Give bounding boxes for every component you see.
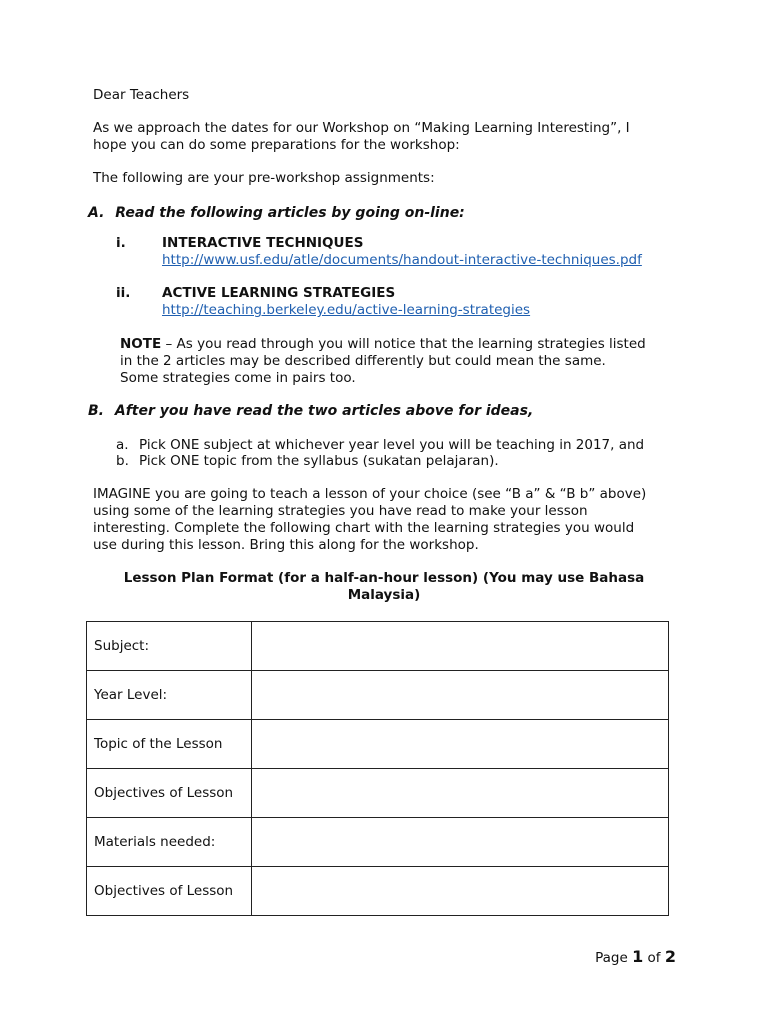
section-b-title: After you have read the two articles above for ideas, [114, 403, 534, 419]
imagine-line-2: using some of the learning strategies you have read to make your lesson [93, 503, 588, 519]
table-row [87, 622, 669, 671]
note-label: NOTE [120, 336, 162, 352]
row-label-objectives-2: Objectives of Lesson [87, 867, 252, 916]
row-value-materials[interactable] [252, 818, 669, 867]
intro-paragraph-line-2: hope you can do some preparations for the workshop: [93, 137, 460, 153]
table-row [87, 769, 669, 818]
imagine-line-3: interesting. Complete the following chart with the learning strategies you would [93, 520, 635, 536]
row-value-topic[interactable] [252, 720, 669, 769]
row-value-objectives-2[interactable] [252, 867, 669, 916]
section-a-title: Read the following articles by going on-line: [115, 205, 465, 221]
lesson-plan-table [86, 621, 669, 916]
article-2-numeral: ii. [116, 285, 131, 301]
row-label-subject: Subject: [87, 622, 252, 671]
page-total: 2 [664, 947, 676, 966]
task-b-marker: b. [116, 453, 129, 469]
task-a-text: Pick ONE subject at whichever year level you will be teaching in 2017, and [139, 437, 645, 453]
section-b-marker: B. [88, 403, 104, 419]
article-2-link[interactable]: http://teaching.berkeley.edu/active-learning-strategies [162, 302, 531, 318]
table-row [87, 671, 669, 720]
note-line-3: Some strategies come in pairs too. [120, 370, 356, 386]
table-row [87, 818, 669, 867]
row-label-year-level: Year Level: [87, 671, 252, 720]
article-2-title: ACTIVE LEARNING STRATEGIES [162, 285, 396, 301]
page-label: Page [595, 950, 628, 966]
lesson-plan-title-line-1: Lesson Plan Format (for a half-an-hour lesson) (You may use Bahasa [123, 570, 645, 586]
lesson-plan-title-line-2: Malaysia) [347, 587, 421, 603]
row-value-year-level[interactable] [252, 671, 669, 720]
row-value-subject[interactable] [252, 622, 669, 671]
assignments-intro: The following are your pre-workshop assignments: [93, 170, 435, 186]
section-b-heading [88, 403, 533, 419]
table-row [87, 867, 669, 916]
task-b-text: Pick ONE topic from the syllabus (sukatan pelajaran). [139, 453, 499, 469]
imagine-line-4: use during this lesson. Bring this along for the workshop. [93, 537, 479, 553]
article-1-numeral: i. [116, 235, 126, 251]
table-row [87, 720, 669, 769]
note-text-line-1: – As you read through you will notice that the learning strategies listed [161, 336, 646, 352]
section-a-marker: A. [88, 205, 105, 221]
intro-paragraph-line-1: As we approach the dates for our Workshop on “Making Learning Interesting”, I [93, 120, 630, 136]
note-line-1 [120, 336, 646, 353]
page-current: 1 [632, 947, 644, 966]
imagine-line-1: IMAGINE you are going to teach a lesson of your choice (see “B a” & “B b” above) [93, 486, 647, 502]
article-1-title: INTERACTIVE TECHNIQUES [162, 235, 364, 251]
section-a-heading [88, 205, 465, 221]
greeting: Dear Teachers [93, 87, 190, 103]
article-1-link[interactable]: http://www.usf.edu/atle/documents/handout-interactive-techniques.pdf [162, 252, 642, 268]
note-line-2: in the 2 articles may be described differently but could mean the same. [120, 353, 606, 369]
row-label-objectives: Objectives of Lesson [87, 769, 252, 818]
row-label-materials: Materials needed: [87, 818, 252, 867]
page-of-label: of [647, 950, 661, 966]
row-label-topic: Topic of the Lesson [87, 720, 252, 769]
row-value-objectives[interactable] [252, 769, 669, 818]
task-a-marker: a. [116, 437, 129, 453]
page-footer [595, 947, 676, 966]
